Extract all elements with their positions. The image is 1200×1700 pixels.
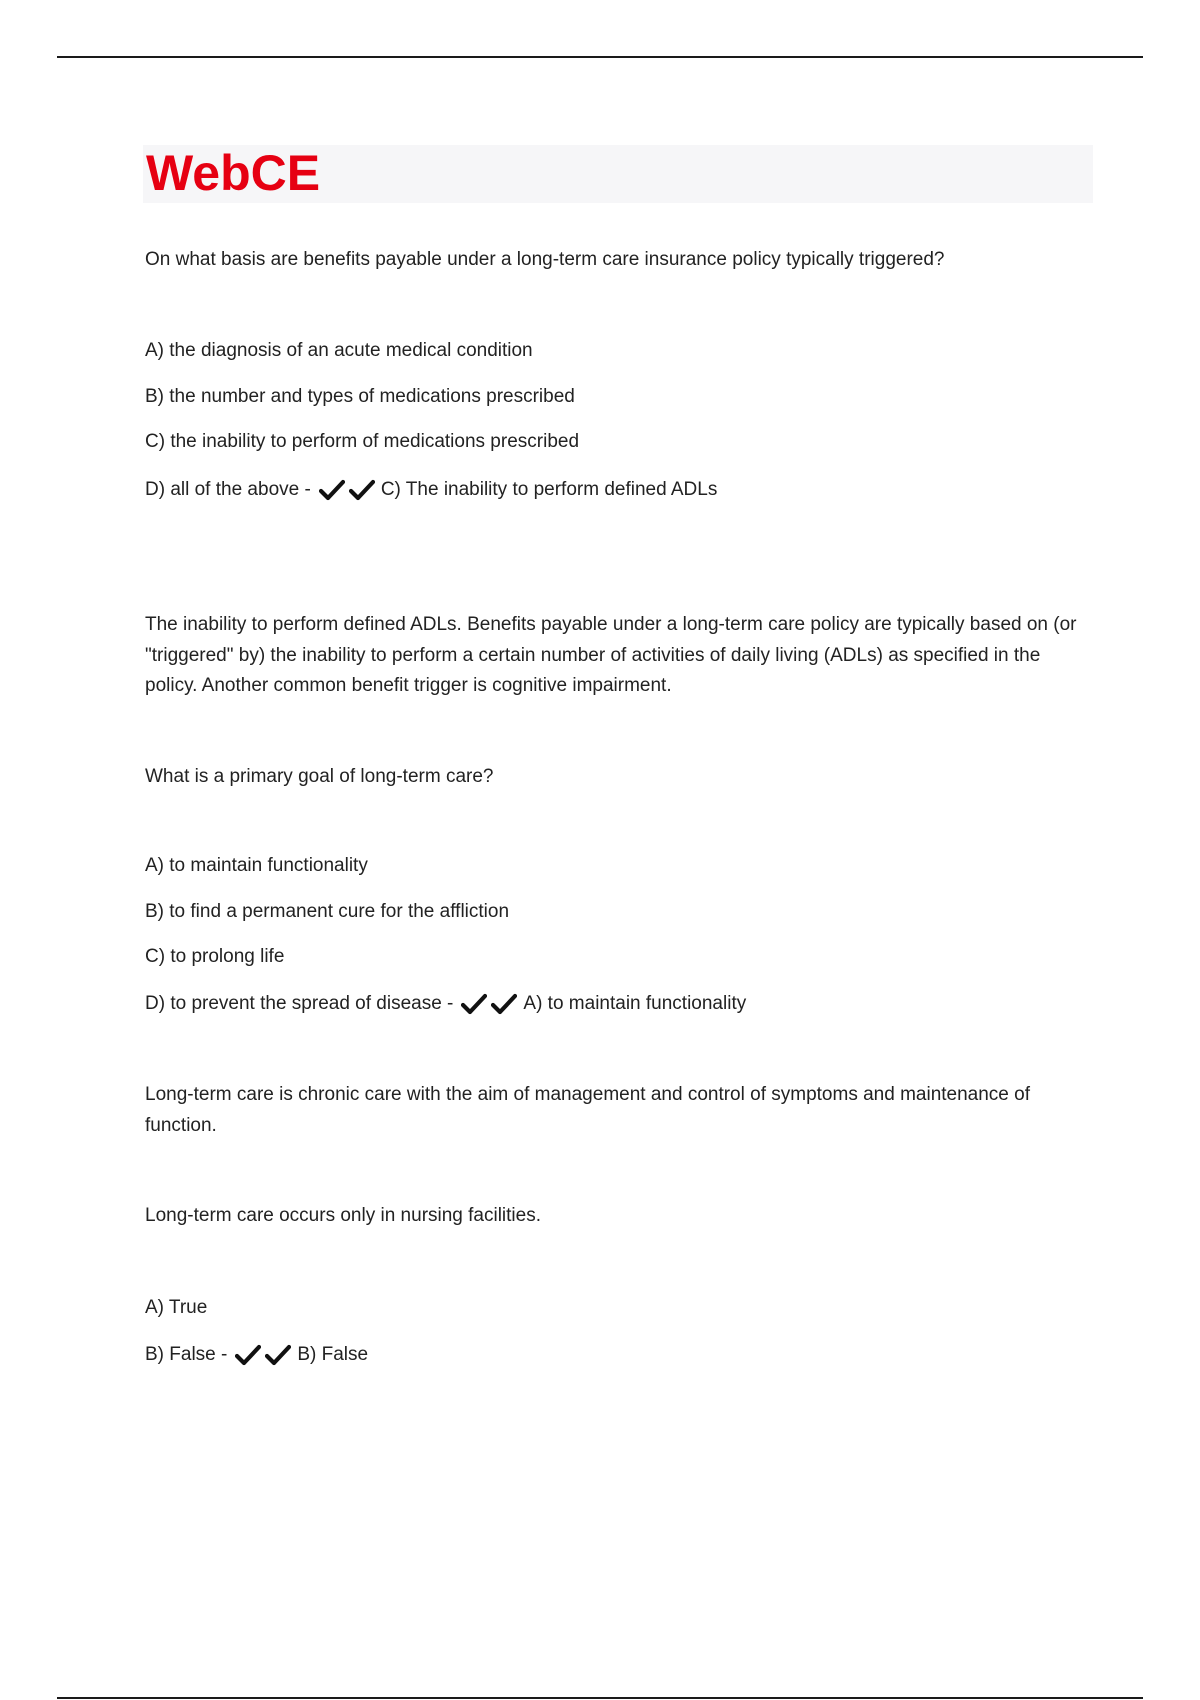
question-3-option-a: A) True	[145, 1297, 208, 1318]
double-check-icon	[235, 1344, 295, 1366]
check-icon	[491, 993, 517, 1015]
question-2-option-d-with-answer	[145, 989, 746, 1019]
question-1-explanation: The inability to perform defined ADLs. Benefits payable under a long-term care policy are typically based on (or "triggered" by) the inability to perform a certain number of activities of daily living (ADLs) as specified in the policy. Another common benefit trigger is cognitive impairment.	[145, 614, 1077, 696]
question-3-option-b: B) False -	[145, 1344, 228, 1365]
question-1-option-d: D) all of the above -	[145, 479, 311, 500]
question-2-option-a: A) to maintain functionality	[145, 855, 368, 876]
bottom-rule	[57, 1697, 1143, 1699]
double-check-icon	[461, 993, 521, 1015]
check-icon	[265, 1344, 291, 1366]
question-1-option-d-with-answer	[145, 475, 717, 505]
question-3-option-b-with-answer	[145, 1340, 368, 1370]
question-2-option-b: B) to find a permanent cure for the affliction	[145, 901, 510, 922]
question-2-option-c: C) to prolong life	[145, 946, 285, 967]
question-3-text: Long-term care occurs only in nursing facilities.	[145, 1205, 542, 1226]
question-2-option-d: D) to prevent the spread of disease -	[145, 993, 454, 1014]
brand-logo-text: WebCE	[146, 145, 321, 201]
double-check-icon	[319, 479, 379, 501]
top-rule	[57, 56, 1143, 58]
question-2-text: What is a primary goal of long-term care?	[145, 766, 494, 787]
question-2-answer: A) to maintain functionality	[523, 993, 747, 1014]
check-icon	[235, 1344, 261, 1366]
question-1-option-b: B) the number and types of medications prescribed	[145, 386, 575, 407]
question-1-text: On what basis are benefits payable under a long-term care insurance policy typically triggered?	[145, 249, 945, 270]
check-icon	[461, 993, 487, 1015]
question-1-answer: C) The inability to perform defined ADLs	[380, 479, 718, 500]
question-3-answer: B) False	[297, 1344, 369, 1365]
question-1-option-a: A) the diagnosis of an acute medical condition	[145, 340, 533, 361]
check-icon	[319, 479, 345, 501]
question-2-explanation: Long-term care is chronic care with the aim of management and control of symptoms and maintenance of function.	[145, 1084, 1030, 1136]
check-icon	[349, 479, 375, 501]
question-1-option-c: C) the inability to perform of medications prescribed	[145, 431, 580, 452]
